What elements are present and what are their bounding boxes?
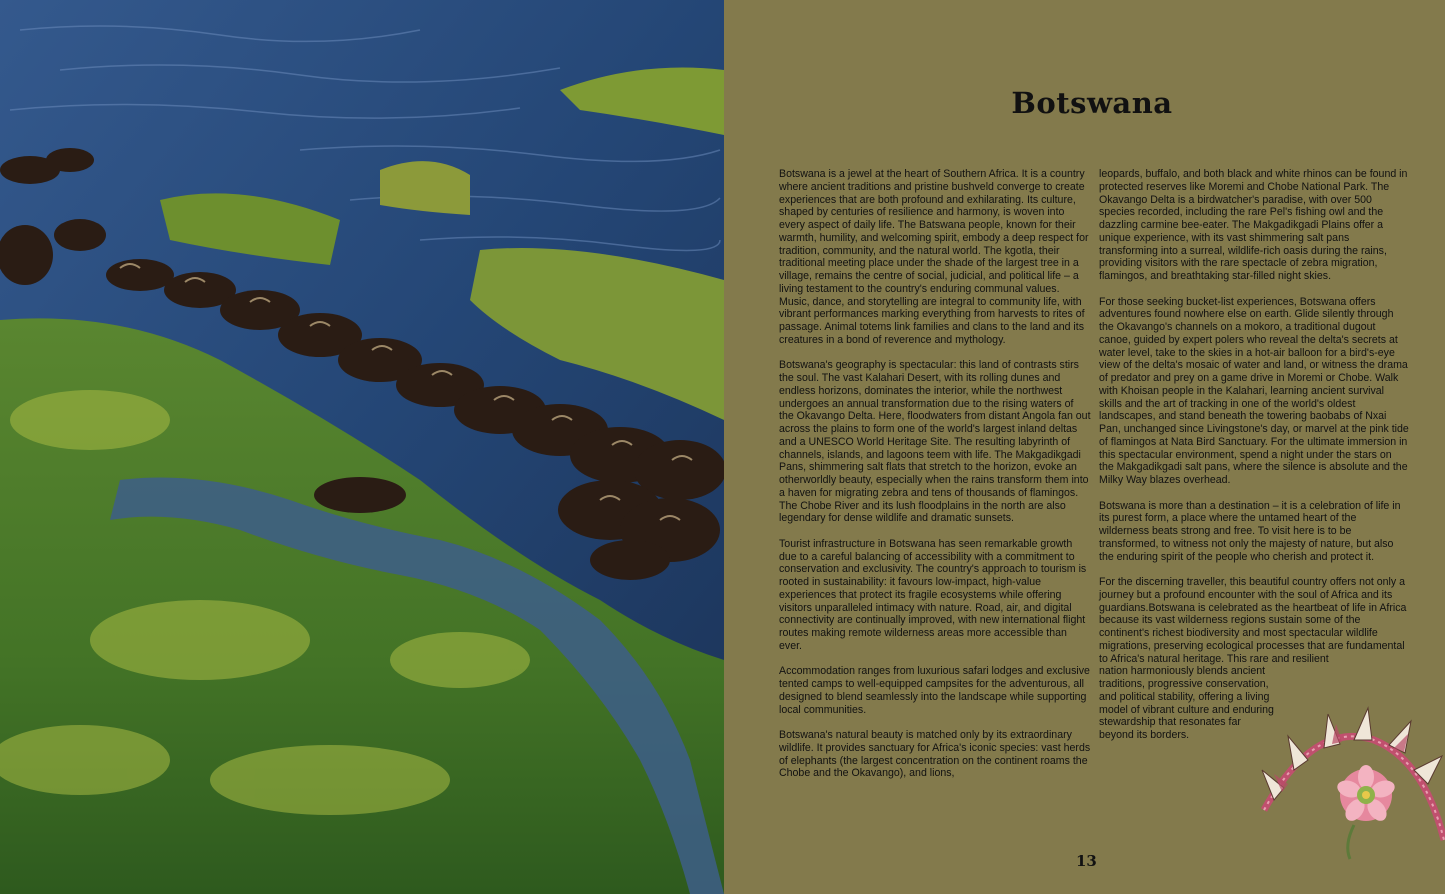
botanical-ornament-icon	[1254, 700, 1445, 860]
paragraph: For the discerning traveller, this beautiful country offers not only a journey but a profound encounter with the soul of Africa and its guardians.Botswana is celebrated as the heartbeat of life in Africa because its vast wilderness regions sustain some of the continent's richest biodiversity and most spectacular wildlife migrations, preserving ecological processes that are fundamental to Africa's natural heritage. This rare and resilient	[1099, 576, 1407, 665]
page-number: 13	[1076, 852, 1097, 870]
text-column-left	[779, 168, 1091, 793]
paragraph: Tourist infrastructure in Botswana has seen remarkable growth due to a careful balancing of accessibility with a commitment to conservation and exclusivity. The country's approach to tourism is rooted in sustainability: it favours low-impact, high-value experiences that protect its fragile ecosystems while offering visitors unparalleled intimacy with nature. Road, air, and digital connectivity are continually improved, with new international flight routes making remote wilderness areas more accessible than ever.	[779, 537, 1087, 652]
paragraph: Botswana's geography is spectacular: this land of contrasts stirs the soul. The vast Kalahari Desert, with its rolling dunes and endless horizons, dominates the interior, while the northwest undergoes an annual transformation due to the rising waters of the Okavango Delta. Here, floodwaters from distant Angola fan out across the plains to form one of the world's largest inland deltas and a UNESCO World Heritage Site. The resulting labyrinth of channels, islands, and lagoons teem with life. The Makgadikgadi Pans, shimmering salt flats that stretch to the horizon, evoke an otherworldly beauty, especially when the rains transform them into a haven for migrating zebra and tens of thousands of flamingos. The Chobe River and its lush floodplains in the north are also legendary for dense wildlife and dramatic sunsets.	[779, 359, 1091, 525]
paragraph: leopards, buffalo, and both black and white rhinos can be found in protected reserves like Moremi and Chobe National Park. The Okavango Delta is a birdwatcher's paradise, with over 500 species recorded, including the rare Pel's fishing owl and the dazzling carmine bee-eater. The Makgadikgadi Plains offer a unique experience, with its vast shimmering salt pans transforming into a surreal, wildlife-rich oasis during the rains, providing visitors with the rare spectacle of zebra migration, flamingos, and breathtaking star-filled night skies.	[1099, 168, 1408, 282]
paragraph: For those seeking bucket-list experiences, Botswana offers adventures found nowhere else on earth. Glide silently through the Okavango's channels on a mokoro, a traditional dugout canoe, guided by expert polers who reveal the delta's secrets at water level, take to the skies in a hot-air balloon for a bird's-eye view of the delta's mosaic of water and land, or witness the drama of predator and prey on a game drive in Moremi or Chobe. Walk with Khoisan people in the Kalahari, learning ancient survival skills and the art of tracking in one of the world's oldest landscapes, and stand beneath the towering baobabs of Nxai Pan, unchanged since Livingstone's day, or marvel at the pink tide of flamingos at Nata Bird Sanctuary. For the ultimate immersion in this spectacular environment, spend a night under the stars on the Makgadikgadi salt pans, where the silence is absolute and the Milky Way blazes overhead.	[1099, 295, 1409, 486]
paragraph: Botswana is more than a destination – it is a celebration of life in its purest form, a place where the untamed heart of the wilderness beats strong and free. To visit here is to be transformed, to witness not only the majesty of nature, but also the enduring spirit of the people who cherish and protect it.	[1099, 499, 1401, 563]
page-title: Botswana	[1011, 86, 1173, 120]
paragraph: Accommodation ranges from luxurious safari lodges and exclusive tented camps to well-equipped campsites for the adventurous, all designed to blend seamlessly into the landscape while supporting local communities.	[779, 665, 1090, 716]
article-page	[724, 0, 1445, 894]
paragraph: Botswana is a jewel at the heart of Southern Africa. It is a country where ancient traditions and pristine bushveld converge to create experiences that are both profound and exhilarating. Its culture, shaped by centuries of resilience and harmony, is woven into every aspect of daily life. The Batswana people, known for their warmth, humility, and welcoming spirit, embody a deep respect for tradition, community, and the natural world. The kgotla, their traditional meeting place under the shade of the largest tree in a village, remains the centre of social, judicial, and political life – a living testament to the country's enduring communal values. Music, dance, and storytelling are integral to community life, with vibrant performances marking everything from harvests to rites of passage. Animal totems link families and clans to the land and its creatures in a bond of reverence and mythology.	[779, 168, 1089, 346]
paragraph: Botswana's natural beauty is matched only by its extraordinary wildlife. It provides sanctuary for Africa's iconic species: vast herds of elephants (the largest concentration on the continent roams the Chobe and the Okavango), and lions,	[779, 729, 1091, 780]
paragraph: nation harmoniously blends ancient traditions, progressive conservation, and political stability, offering a living model of vibrant culture and enduring stewardship that resonates far beyond its borders.	[1099, 665, 1274, 741]
text-column-right	[1099, 168, 1409, 755]
